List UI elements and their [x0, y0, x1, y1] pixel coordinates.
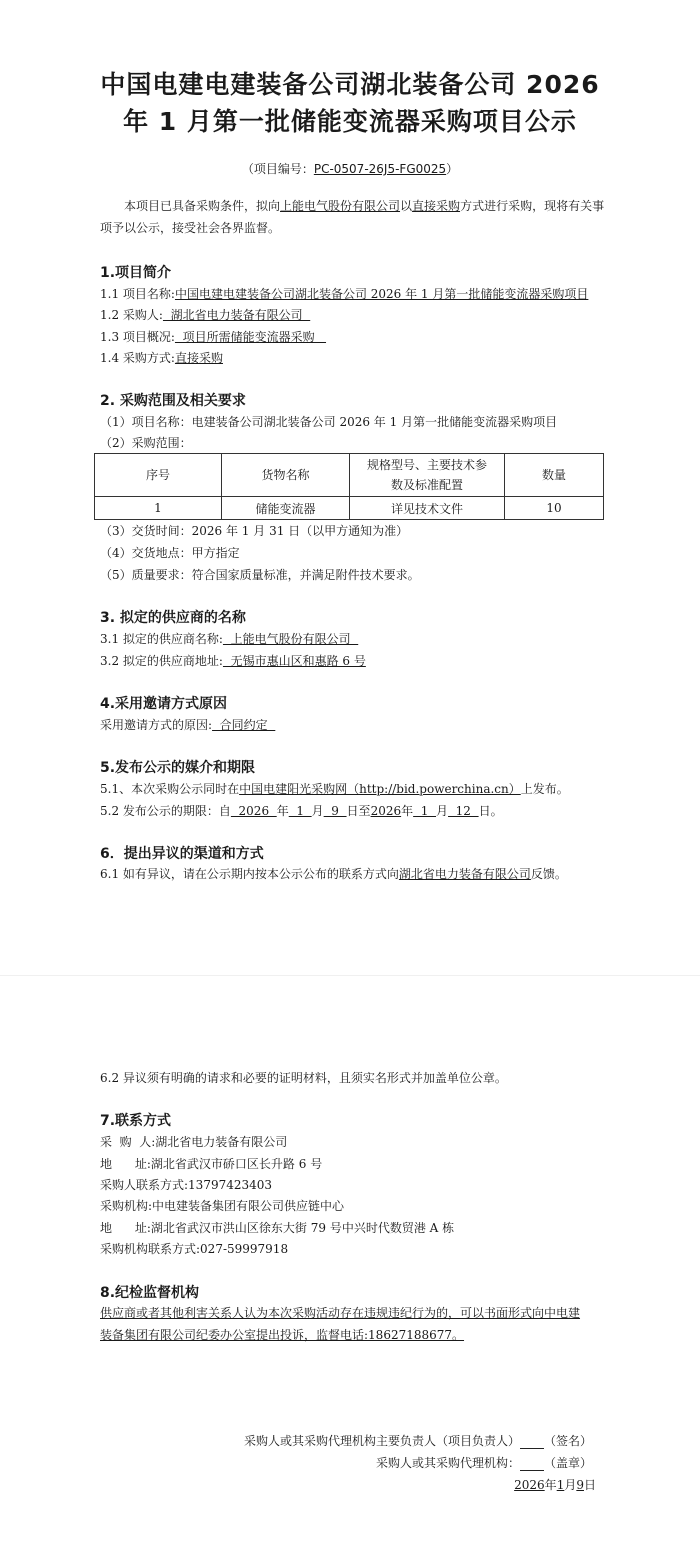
section-7-heading: 7.联系方式: [100, 1113, 172, 1129]
quality-requirement: （5）质量要求：符合国家质量标准，并满足附件技术要求。: [100, 568, 420, 582]
project-number-value: PC-0507-26J5-FG0025: [313, 162, 447, 176]
publish-media-line: 5.1、本次采购公示同时在中国电建阳光采购网（http://bid.powerchina.cn）上发布。: [100, 782, 569, 796]
section-4-heading: 4.采用邀请方式原因: [100, 696, 228, 712]
contact-purchaser: 采 购 人:湖北省电力装备有限公司: [100, 1135, 288, 1149]
seal-blank: [520, 1456, 544, 1471]
title-line-2: 年 1 月第一批储能变流器采购项目公示: [123, 107, 577, 136]
section-6-heading: 6．提出异议的渠道和方式: [100, 846, 264, 862]
supplier-name-line: 3.1 拟定的供应商名称: 上能电气股份有限公司: [100, 632, 359, 646]
method-line: 1.4 采购方式:直接采购: [100, 351, 223, 365]
section-2-heading: 2. 采购范围及相关要求: [100, 393, 246, 409]
intro-method: 直接采购: [412, 199, 461, 213]
section-3-heading: 3. 拟定的供应商的名称: [100, 610, 246, 626]
contact-purchaser-address: 地 址:湖北省武汉市硚口区长升路 6 号: [100, 1157, 323, 1171]
table-header-cell: 货物名称: [222, 454, 350, 497]
section-1-heading: 1.项目简介: [100, 265, 172, 281]
signature-line: 采购人或其采购代理机构主要负责人（项目负责人） （签名）: [243, 1434, 592, 1448]
signature-date: 2026年1月9日: [514, 1478, 596, 1492]
scope-project-name: （1）项目名称：电建装备公司湖北装备公司 2026 年 1 月第一批储能变流器采购项目: [100, 415, 558, 429]
intro-paragraph: 本项目已具备采购条件，拟向上能电气股份有限公司以直接采购方式进行采购，现将有关事项予以公示，接受社会各界监督。: [100, 199, 605, 235]
page-break: [0, 975, 700, 976]
table-header-cell: 规格型号、主要技术参数及标准配置: [350, 454, 505, 497]
publish-media-link[interactable]: 中国电建阳光采购网（http://bid.powerchina.cn）: [239, 782, 521, 796]
purchaser-line: 1.2 采购人: 湖北省电力装备有限公司: [100, 308, 311, 322]
project-name-line: 1.1 项目名称:中国电建电建装备公司湖北装备公司 2026 年 1 月第一批储能变流器采购项目: [100, 287, 589, 301]
table-cell: 详见技术文件: [350, 497, 505, 520]
table-header-cell: 序号: [95, 454, 222, 497]
publish-period-line: 5.2 发布公示的期限：自 2026 年 1 月 9 日至2026年 1 月 12 日。: [100, 804, 503, 818]
contact-agency-address: 地 址:湖北省武汉市洪山区徐东大街 79 号中兴时代数贸港 A 栋: [100, 1221, 455, 1235]
contact-purchaser-phone: 采购人联系方式:13797423403: [100, 1178, 273, 1192]
delivery-location: （4）交货地点：甲方指定: [100, 546, 240, 560]
overview-line: 1.3 项目概况: 项目所需储能变流器采购: [100, 330, 327, 344]
supervision-line-1: 供应商或者其他利害关系人认为本次采购活动存在违规违纪行为的，可以书面形式向中电建: [100, 1306, 581, 1320]
seal-line: 采购人或其采购代理机构： （盖章）: [375, 1456, 592, 1470]
procurement-table: [94, 453, 604, 520]
scope-label: （2）采购范围：: [100, 436, 192, 450]
section-8-heading: 8.纪检监督机构: [100, 1285, 200, 1301]
supervision-line-2: 装备集团有限公司纪委办公室提出投诉，监督电话:18627188677。: [100, 1328, 465, 1342]
table-header-row: [95, 454, 604, 497]
project-number-prefix: （项目编号：: [241, 162, 314, 176]
intro-supplier: 上能电气股份有限公司: [280, 199, 401, 213]
table-cell: 10: [505, 497, 604, 520]
table-row: [95, 497, 604, 520]
signature-blank: [520, 1434, 544, 1449]
contact-agency: 采购机构:中电建装备集团有限公司供应链中心: [100, 1199, 345, 1213]
objection-line-1: 6.1 如有异议，请在公示期内按本公示公布的联系方式向湖北省电力装备有限公司反馈。: [100, 867, 567, 881]
table-cell: 1: [95, 497, 222, 520]
delivery-time: （3）交货时间：2026 年 1 月 31 日（以甲方通知为准）: [100, 524, 409, 538]
supplier-address-line: 3.2 拟定的供应商地址: 无锡市惠山区和惠路 6 号: [100, 654, 366, 668]
project-number: [0, 160, 700, 177]
objection-line-2: 6.2 异议须有明确的请求和必要的证明材料，且须实名形式并加盖单位公章。: [100, 1071, 507, 1085]
section-5-heading: 5.发布公示的媒介和期限: [100, 760, 256, 776]
title-line-1: 中国电建电建装备公司湖北装备公司 2026: [100, 70, 600, 99]
project-number-suffix: ）: [446, 162, 459, 176]
invitation-reason-line: 采用邀请方式的原因: 合同约定: [100, 718, 276, 732]
contact-agency-phone: 采购机构联系方式:027-59997918: [100, 1242, 289, 1256]
table-cell: 储能变流器: [222, 497, 350, 520]
table-header-cell: 数量: [505, 454, 604, 497]
